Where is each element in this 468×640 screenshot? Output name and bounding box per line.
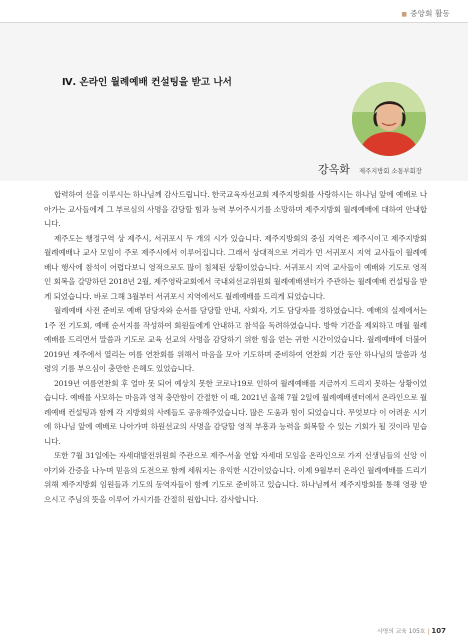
article-body xyxy=(44,188,427,507)
paragraph: 2019년 여름연찬회 후 얼마 못 되어 예상치 못한 코로나19로 인하여 월례예배를 지금까지 드리지 못하는 상황이었습니다. 예배를 사모하는 마음과 영적 충만함이 간절한 이 때, 2021년 올해 7월 2일에 월례예배센터에서 온라인으로 월례예배 컨설팅과 함께 각 지방회의 사례들도 공유해주었습니다. 많은 도움과 힘이 되었습니다. 무엇보다 이 어려운 시기에 하나님 앞에 예배로 나아가며 하원선교의 사명을 감당할 영적 부흥과 능력을 회복할 수 있는 기회가 될 것이라 믿습니다. xyxy=(44,378,427,446)
paragraph: 제주도는 행정구역 상 제주시, 서귀포시 두 개의 시가 있습니다. 제주지방회의 중심 지역은 제주시이고 제주지방회 월례예배나 교사 모임이 주로 제주시에서 이루어집니다. 그래서 상대적으로 거리가 먼 서귀포시 지역 교사들이 월례예배나 행사에 참석이 어렵다보니 영적으로도 많이 침체된 상황이었습니다. 서귀포시 지역 교사들이 예배와 기도로 영적인 회복을 갈망하던 2018년 2월, 제주영락교회에서 국내외선교위원회 월례예배센터가 주관하는 월례예배 컨설팅을 받게 되었습니다. 바로 그해 3월부터 서귀포시 지역에서도 월례예배를 드리게 되었습니다. xyxy=(44,233,427,301)
article-title: Ⅳ. 온라인 월례예배 컨설팅을 받고 나서 xyxy=(62,77,232,88)
paragraph: 또한 7월 31일에는 자세대발전위원회 주관으로 제주-서울 연합 자세대 모임을 온라인으로 가져 선생님들의 신앙 이야기와 간증을 나누며 믿음의 도전으로 함께 세워지는 유익한 시간이었습니다. 이제 9월부터 온라인 월례예배를 드리기 위해 제주지방회 임원들과 기도의 동역자들이 함께 기도로 준비하고 있습니다. 하나님께서 제주지방회를 통해 영광 받으시고 주님의 뜻을 이루어 가시기를 간절히 원합니다. 감사합니다. xyxy=(44,451,427,504)
paragraph: 월례예배 사전 준비로 예배 담당자와 순서를 담당할 안내, 사회자, 기도 담당자를 정하였습니다. 예배의 실제에서는 1주 전 기도회, 예배 순서지를 작성하여 회원들에게 안내하고 참석을 독려하였습니다. 방학 기간을 제외하고 매월 월례예배를 드리면서 말씀과 기도로 교육 선교의 사명을 감당하기 위한 힘을 얻는 귀한 시간이었습니다. 월례예배에 더불어 2019년 제주에서 열리는 여름 연찬회를 위해서 마음을 모아 기도하며 준비하여 연찬회 기간 동안 하나님의 말씀과 성령의 기름 부으심이 충만한 은혜도 있었습니다. xyxy=(44,306,427,373)
separator-icon: | xyxy=(427,629,430,635)
page-number: 107 xyxy=(431,627,446,635)
square-bullet-icon: ■ xyxy=(401,11,408,18)
author-photo xyxy=(352,82,426,156)
page-footer xyxy=(377,626,446,635)
section-label xyxy=(401,8,450,19)
section-label-text: 중앙회 활동 xyxy=(410,9,450,18)
paragraph: 합력하여 선을 이루시는 하나님께 감사드립니다. 한국교육자선교회 제주지방회를 사랑하시는 하나님 앞에 예배로 나아가는 교사들에게 그 부르심의 사명을 감당할 힘과 능력 부어주시기를 소망하며 제주지방회 월례예배에 대하여 안내합니다. xyxy=(44,190,427,228)
author-role: 제주지방회 소통부회장 xyxy=(358,168,422,175)
author-portrait-image xyxy=(352,82,426,156)
publication-name: 사명의 교육 105호 xyxy=(377,629,426,635)
author-byline xyxy=(318,158,422,177)
author-name: 강옥화 xyxy=(318,163,350,176)
